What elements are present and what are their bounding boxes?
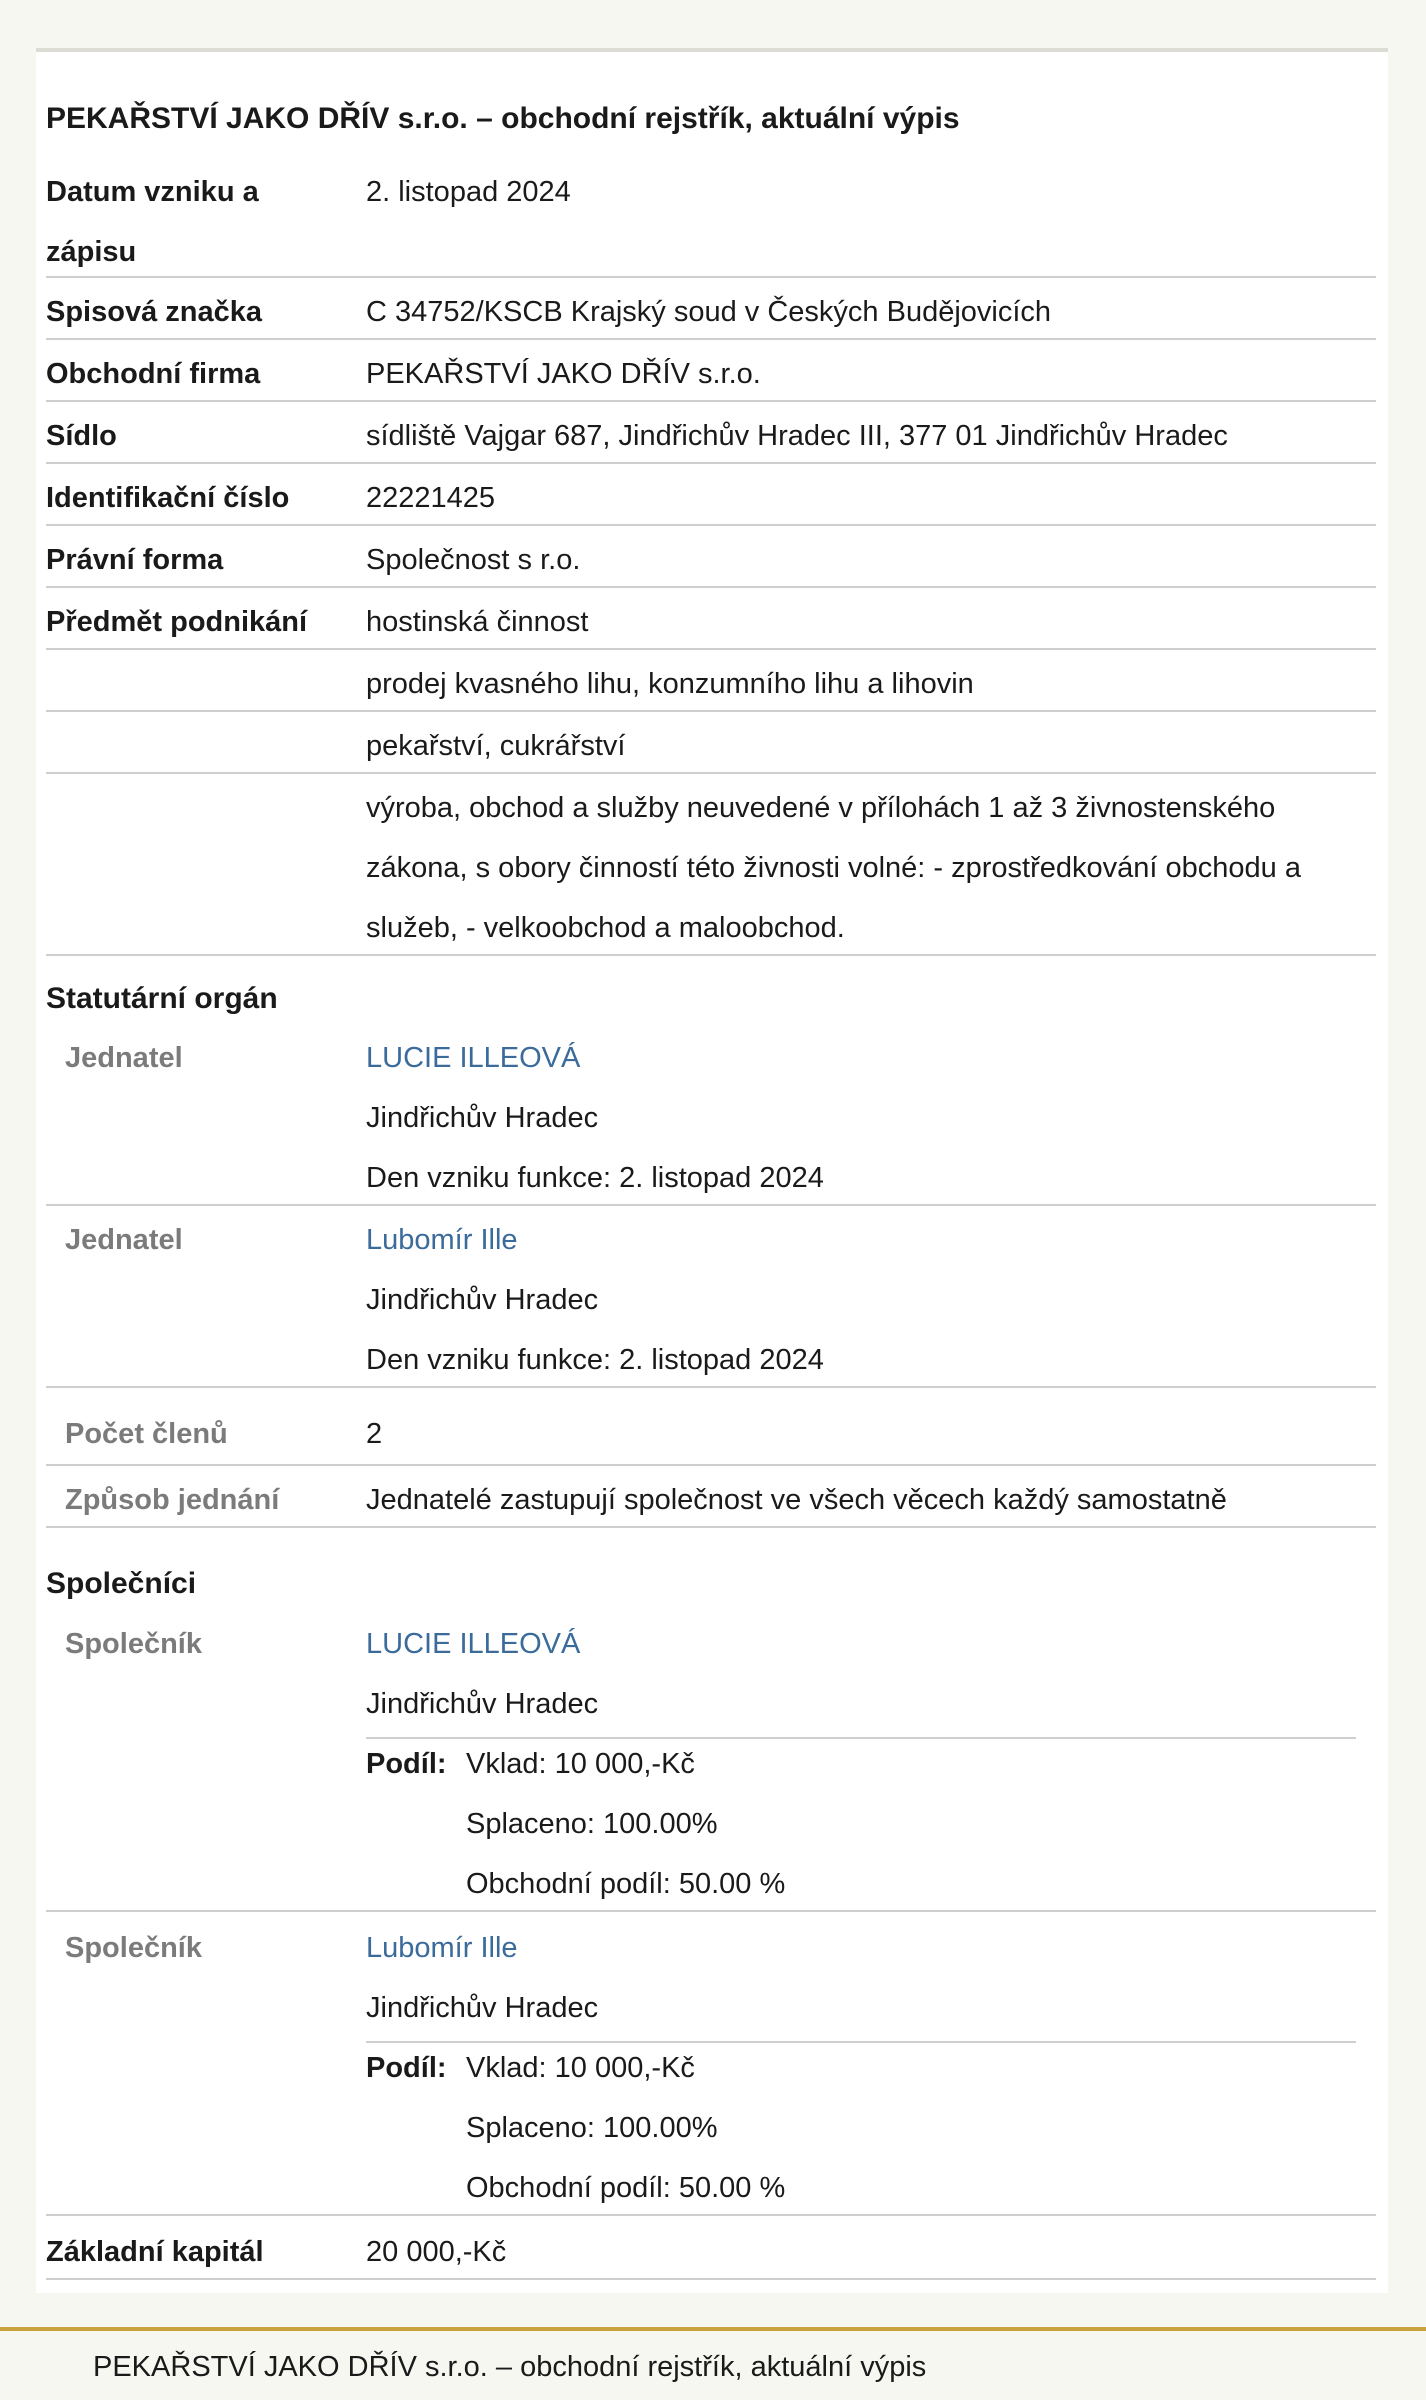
row-pocet-clenu bbox=[46, 1388, 1376, 1466]
jednatel-role: Jednatel bbox=[65, 1042, 183, 1074]
spisova-value: C 34752/KSCB Krajský soud v Českých Budějovicích bbox=[366, 296, 1052, 328]
row-spisova-znacka bbox=[46, 278, 1376, 340]
row-sidlo bbox=[46, 402, 1376, 464]
row-predmet-podnikani bbox=[46, 588, 1376, 650]
spolecnik-name-link[interactable]: LUCIE ILLEOVÁ bbox=[366, 1628, 581, 1660]
kapital-value: 20 000,-Kč bbox=[366, 2236, 507, 2268]
splaceno-value: Splaceno: 100.00% bbox=[466, 2112, 718, 2144]
row-zakladni-kapital bbox=[46, 2218, 1376, 2280]
podil-label: Podíl: bbox=[366, 1748, 447, 1780]
kapital-label: Základní kapitál bbox=[46, 2236, 264, 2268]
jednatel-city: Jindřichův Hradec bbox=[366, 1284, 599, 1316]
predmet-label: Předmět podnikání bbox=[46, 606, 308, 638]
statutarni-heading: Statutární orgán bbox=[46, 982, 278, 1015]
jednatel-name-link[interactable]: LUCIE ILLEOVÁ bbox=[366, 1042, 581, 1074]
sidlo-value: sídliště Vajgar 687, Jindřichův Hradec III, 377 01 Jindřichův Hradec bbox=[366, 420, 1228, 452]
row-obchodni-firma bbox=[46, 340, 1376, 402]
zpusob-label: Způsob jednání bbox=[65, 1484, 280, 1516]
sidlo-label: Sídlo bbox=[46, 420, 117, 452]
predmet-item-line: zákona, s obory činností této živnosti volné: - zprostředkování obchodu a bbox=[366, 852, 1301, 884]
row-pravni-forma bbox=[46, 526, 1376, 588]
forma-value: Společnost s r.o. bbox=[366, 544, 581, 576]
spolecnici-heading: Společníci bbox=[46, 1567, 197, 1600]
vklad-value: Vklad: 10 000,-Kč bbox=[466, 1748, 695, 1780]
jednatel-name-link[interactable]: Lubomír Ille bbox=[366, 1224, 518, 1256]
predmet-item: prodej kvasného lihu, konzumního lihu a lihovin bbox=[366, 668, 974, 700]
jednatel-entry bbox=[46, 1206, 1376, 1388]
jednatel-entry bbox=[46, 1024, 1376, 1206]
divider bbox=[366, 2041, 1356, 2043]
vklad-value: Vklad: 10 000,-Kč bbox=[466, 2052, 695, 2084]
row-zpusob-jednani bbox=[46, 1466, 1376, 1528]
obchodni-podil-value: Obchodní podíl: 50.00 % bbox=[466, 2172, 786, 2204]
spolecnik-role: Společník bbox=[65, 1628, 202, 1660]
ico-value: 22221425 bbox=[366, 482, 496, 514]
jednatel-role: Jednatel bbox=[65, 1224, 183, 1256]
predmet-item: hostinská činnost bbox=[366, 606, 589, 638]
zpusob-value: Jednatelé zastupují společnost ve všech věcech každý samostatně bbox=[366, 1484, 1227, 1516]
spolecnik-city: Jindřichův Hradec bbox=[366, 1992, 599, 2024]
spolecnik-entry bbox=[46, 1610, 1376, 1912]
footer-text: PEKAŘSTVÍ JAKO DŘÍV s.r.o. – obchodní rejstřík, aktuální výpis bbox=[93, 2351, 927, 2383]
row-ico bbox=[46, 464, 1376, 526]
ico-label: Identifikační číslo bbox=[46, 482, 290, 514]
forma-label: Právní forma bbox=[46, 544, 224, 576]
spolecnik-entry bbox=[46, 1914, 1376, 2216]
pocet-value: 2 bbox=[366, 1418, 383, 1450]
row-predmet-item bbox=[46, 712, 1376, 774]
row-predmet-item bbox=[46, 650, 1376, 712]
splaceno-value: Splaceno: 100.00% bbox=[466, 1808, 718, 1840]
podil-label: Podíl: bbox=[366, 2052, 447, 2084]
page-footer bbox=[0, 2327, 1426, 2400]
register-extract-card bbox=[36, 48, 1388, 2293]
datum-value: 2. listopad 2024 bbox=[366, 176, 571, 208]
jednatel-since: Den vzniku funkce: 2. listopad 2024 bbox=[366, 1344, 824, 1376]
jednatel-city: Jindřichův Hradec bbox=[366, 1102, 599, 1134]
firma-label: Obchodní firma bbox=[46, 358, 261, 390]
spolecnik-name-link[interactable]: Lubomír Ille bbox=[366, 1932, 518, 1964]
obchodni-podil-value: Obchodní podíl: 50.00 % bbox=[466, 1868, 786, 1900]
pocet-label: Počet členů bbox=[65, 1418, 228, 1450]
predmet-item: pekařství, cukrářství bbox=[366, 730, 626, 762]
divider bbox=[366, 1737, 1356, 1739]
row-datum-vzniku bbox=[46, 158, 1376, 278]
row-predmet-item bbox=[46, 774, 1376, 956]
predmet-item-line: služeb, - velkoobchod a maloobchod. bbox=[366, 912, 845, 944]
jednatel-since: Den vzniku funkce: 2. listopad 2024 bbox=[366, 1162, 824, 1194]
predmet-item-line: výroba, obchod a služby neuvedené v přílohách 1 až 3 živnostenského bbox=[366, 792, 1276, 824]
spolecnik-role: Společník bbox=[65, 1932, 202, 1964]
page-title: PEKAŘSTVÍ JAKO DŘÍV s.r.o. – obchodní rejstřík, aktuální výpis bbox=[46, 102, 960, 135]
spolecnik-city: Jindřichův Hradec bbox=[366, 1688, 599, 1720]
datum-label-line1: Datum vzniku a bbox=[46, 176, 259, 208]
datum-label-line2: zápisu bbox=[46, 236, 137, 268]
spisova-label: Spisová značka bbox=[46, 296, 262, 328]
firma-value: PEKAŘSTVÍ JAKO DŘÍV s.r.o. bbox=[366, 358, 761, 390]
